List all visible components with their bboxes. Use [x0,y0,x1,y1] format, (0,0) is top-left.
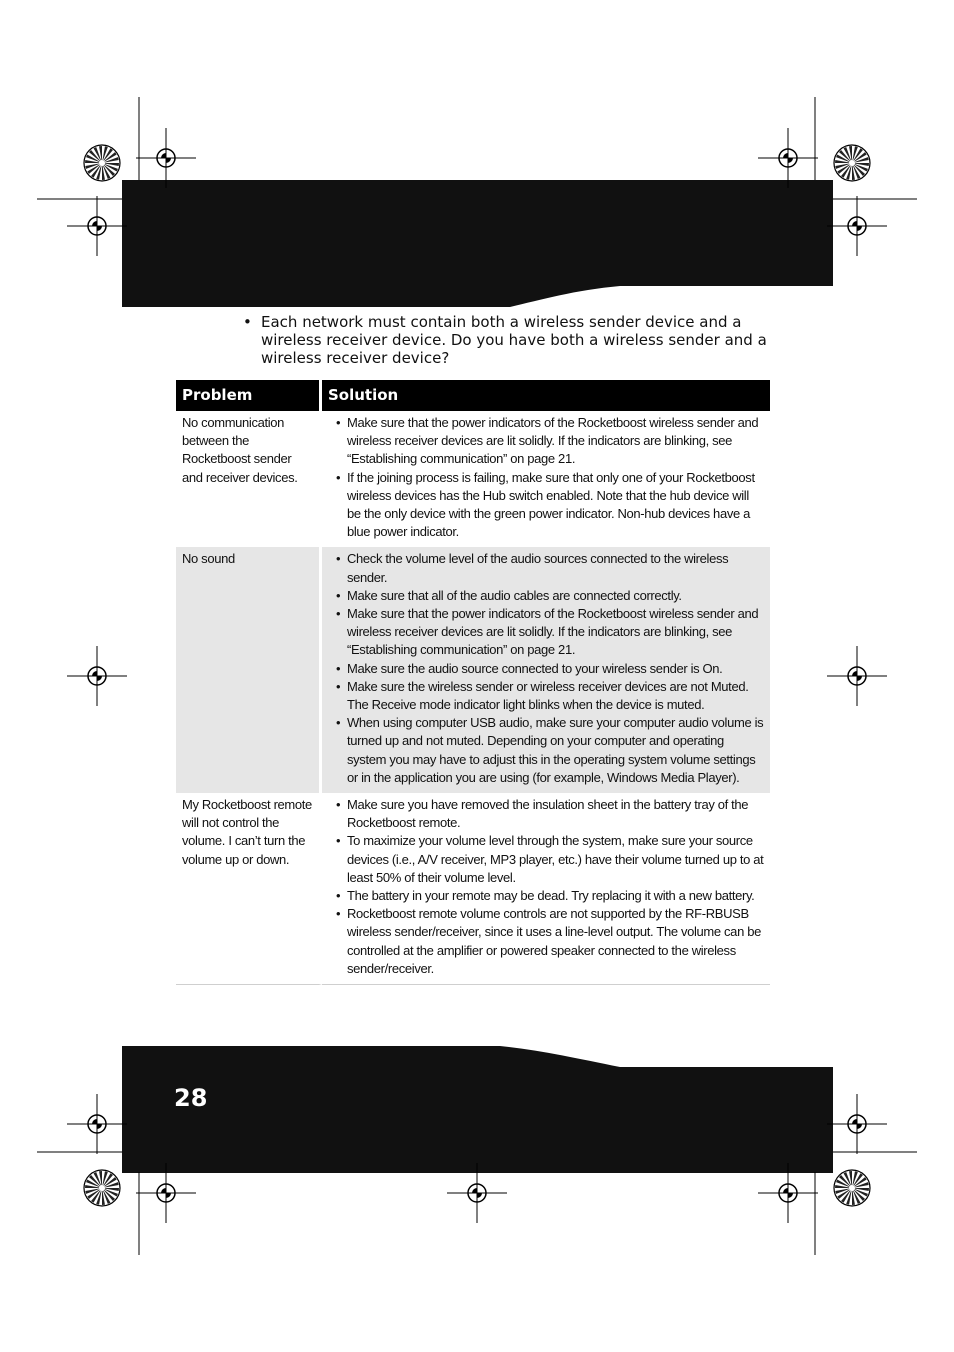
registration-crosshair-icon [827,196,887,256]
registration-crosshair-icon [67,196,127,256]
problem-cell: My Rocketboost remote will not control the volume. I can’t turn the volume up or down. [176,793,322,985]
solution-item: • Make sure that the power indicators of the Rocketboost wireless sender and wireless receiver devices are lit solidly. If the indicators are blinking, see “Establishing communication” on page 21. [328,605,764,660]
registration-crosshair-icon [136,1163,196,1223]
starburst-registration-icon [84,145,120,181]
registration-crosshair-icon [447,1163,507,1223]
solution-item: • Rocketboost remote volume controls are not supported by the RF-RBUSB wireless sender/receiver, since it uses a line-level output. The volume can be controlled at the amplifier or powered speaker connected to the wireless sender/receiver. [328,905,764,978]
solution-item: • To maximize your volume level through the system, make sure your source devices (i.e., A/V receiver, MP3 player, etc.) have their volume turned up to at least 50% of their volume level. [328,832,764,887]
solution-item: • If the joining process is failing, make sure that only one of your Rocketboost wireless devices has the Hub switch enabled. Note that the hub device will be the only device with the green power indicator. Non-hub devices have a blue power indicator. [328,469,764,542]
registration-crosshair-icon [827,1094,887,1154]
bullet-marker: • [243,313,252,331]
solution-item: • Make sure you have removed the insulation sheet in the battery tray of the Rocketboost remote. [328,796,764,832]
solution-item: • When using computer USB audio, make sure your computer audio volume is turned up and not muted. Depending on your computer and operating system you may have to adjust this in the operating system volume settings or in the application you are using (for example, Windows Media Player). [328,714,764,787]
problem-cell: No sound [176,547,322,793]
registration-crosshair-icon [136,128,196,188]
header-problem: Problem [176,380,322,411]
starburst-registration-icon [84,1170,120,1206]
page-number: 28 [174,1084,208,1112]
intro-bullet-text: Each network must contain both a wireless sender device and a wireless receiver device. Do you have both a wireless sender and a wireless receiver device? [261,313,767,367]
problem-cell: No communication between the Rocketboost sender and receiver devices. [176,411,322,547]
solution-item: • Make sure the wireless sender or wireless receiver devices are not Muted. The Receive mode indicator light blinks when the device is muted. [328,678,764,714]
solution-item: • Make sure the audio source connected to your wireless sender is On. [328,660,764,678]
header-solution: Solution [322,380,770,411]
registration-crosshair-icon [67,1094,127,1154]
solution-item: • Make sure that the power indicators of the Rocketboost wireless sender and wireless receiver devices are lit solidly. If the indicators are blinking, see “Establishing communication” on page 21. [328,414,764,469]
solution-item: • Make sure that all of the audio cables are connected correctly. [328,587,764,605]
registration-crosshair-icon [67,646,127,706]
solution-item: • The battery in your remote may be dead. Try replacing it with a new battery. [328,887,764,905]
registration-crosshair-icon [758,128,818,188]
registration-crosshair-icon [758,1163,818,1223]
registration-crosshair-icon [827,646,887,706]
starburst-registration-icon [834,145,870,181]
starburst-registration-icon [834,1170,870,1206]
solution-item: • Check the volume level of the audio sources connected to the wireless sender. [328,550,764,586]
